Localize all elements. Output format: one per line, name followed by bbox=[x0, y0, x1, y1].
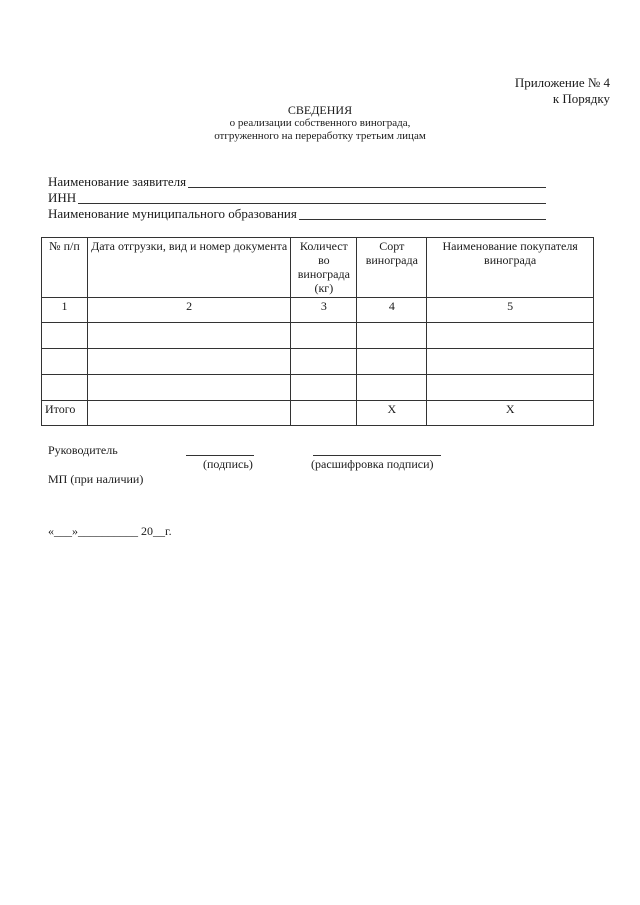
column-number: 3 bbox=[291, 298, 357, 323]
header-quantity-part-2: во bbox=[318, 253, 330, 267]
table-cell[interactable] bbox=[427, 375, 594, 401]
inn-field[interactable] bbox=[48, 189, 546, 206]
column-number: 5 bbox=[427, 298, 594, 323]
header-quantity-part-1: Количест bbox=[299, 239, 348, 253]
appendix-order: к Порядку bbox=[552, 91, 610, 106]
decode-caption: (расшифровка подписи) bbox=[311, 457, 434, 471]
inn-line[interactable] bbox=[78, 191, 546, 204]
stamp-label: МП (при наличии) bbox=[48, 472, 144, 486]
table-row[interactable] bbox=[42, 375, 594, 401]
signature-line[interactable] bbox=[186, 455, 254, 456]
column-number: 2 bbox=[87, 298, 290, 323]
table-cell[interactable] bbox=[87, 349, 290, 375]
table-row[interactable] bbox=[42, 349, 594, 375]
table-cell[interactable] bbox=[357, 349, 427, 375]
decode-line[interactable] bbox=[313, 455, 441, 456]
signature-caption: (подпись) bbox=[203, 457, 253, 471]
inn-label: ИНН bbox=[48, 190, 77, 205]
title-heading: СВЕДЕНИЯ bbox=[287, 103, 353, 117]
appendix-reference bbox=[515, 75, 610, 107]
total-shipment-cell[interactable] bbox=[87, 401, 290, 426]
total-label: Итого bbox=[42, 401, 88, 426]
header-quantity-part-4: (кг) bbox=[314, 281, 334, 295]
appendix-number: Приложение № 4 bbox=[514, 75, 610, 90]
table-cell[interactable] bbox=[291, 349, 357, 375]
table-cell[interactable] bbox=[42, 349, 88, 375]
table-cell[interactable] bbox=[357, 323, 427, 349]
applicant-label: Наименование заявителя bbox=[48, 174, 187, 189]
municipality-field[interactable] bbox=[48, 205, 546, 222]
header-quantity bbox=[291, 238, 357, 298]
table-cell[interactable] bbox=[87, 323, 290, 349]
table-cell[interactable] bbox=[42, 323, 88, 349]
table-cell[interactable] bbox=[42, 375, 88, 401]
column-number-row bbox=[42, 298, 594, 323]
table-cell[interactable] bbox=[291, 375, 357, 401]
total-buyer-mark: X bbox=[427, 401, 594, 426]
applicant-line[interactable] bbox=[188, 175, 546, 188]
total-quantity-cell[interactable] bbox=[291, 401, 357, 426]
column-number: 1 bbox=[42, 298, 88, 323]
table-header-row bbox=[42, 238, 594, 298]
title-line-1: о реализации собственного винограда, bbox=[229, 117, 411, 129]
header-buyer: Наименование покупателя винограда bbox=[427, 238, 594, 298]
total-variety-mark: X bbox=[357, 401, 427, 426]
applicant-field[interactable] bbox=[48, 173, 546, 190]
municipality-label: Наименование муниципального образования bbox=[48, 206, 297, 221]
table-cell[interactable] bbox=[427, 349, 594, 375]
total-row bbox=[42, 401, 594, 426]
header-quantity-part-3: винограда bbox=[297, 267, 350, 281]
date-line[interactable]: «___»__________ 20__г. bbox=[48, 524, 172, 538]
title-line-2: отгруженного на переработку третьим лицам bbox=[214, 130, 426, 142]
document-title bbox=[0, 104, 640, 143]
table-cell[interactable] bbox=[87, 375, 290, 401]
head-label: Руководитель bbox=[48, 443, 118, 457]
column-number: 4 bbox=[357, 298, 427, 323]
header-number: № п/п bbox=[42, 238, 88, 298]
shipment-table bbox=[41, 237, 594, 426]
table-cell[interactable] bbox=[427, 323, 594, 349]
table-cell[interactable] bbox=[291, 323, 357, 349]
municipality-line[interactable] bbox=[299, 207, 546, 220]
header-grape-variety: Сорт винограда bbox=[357, 238, 427, 298]
header-shipment-date: Дата отгрузки, вид и номер документа bbox=[87, 238, 290, 298]
table-row[interactable] bbox=[42, 323, 594, 349]
table-cell[interactable] bbox=[357, 375, 427, 401]
